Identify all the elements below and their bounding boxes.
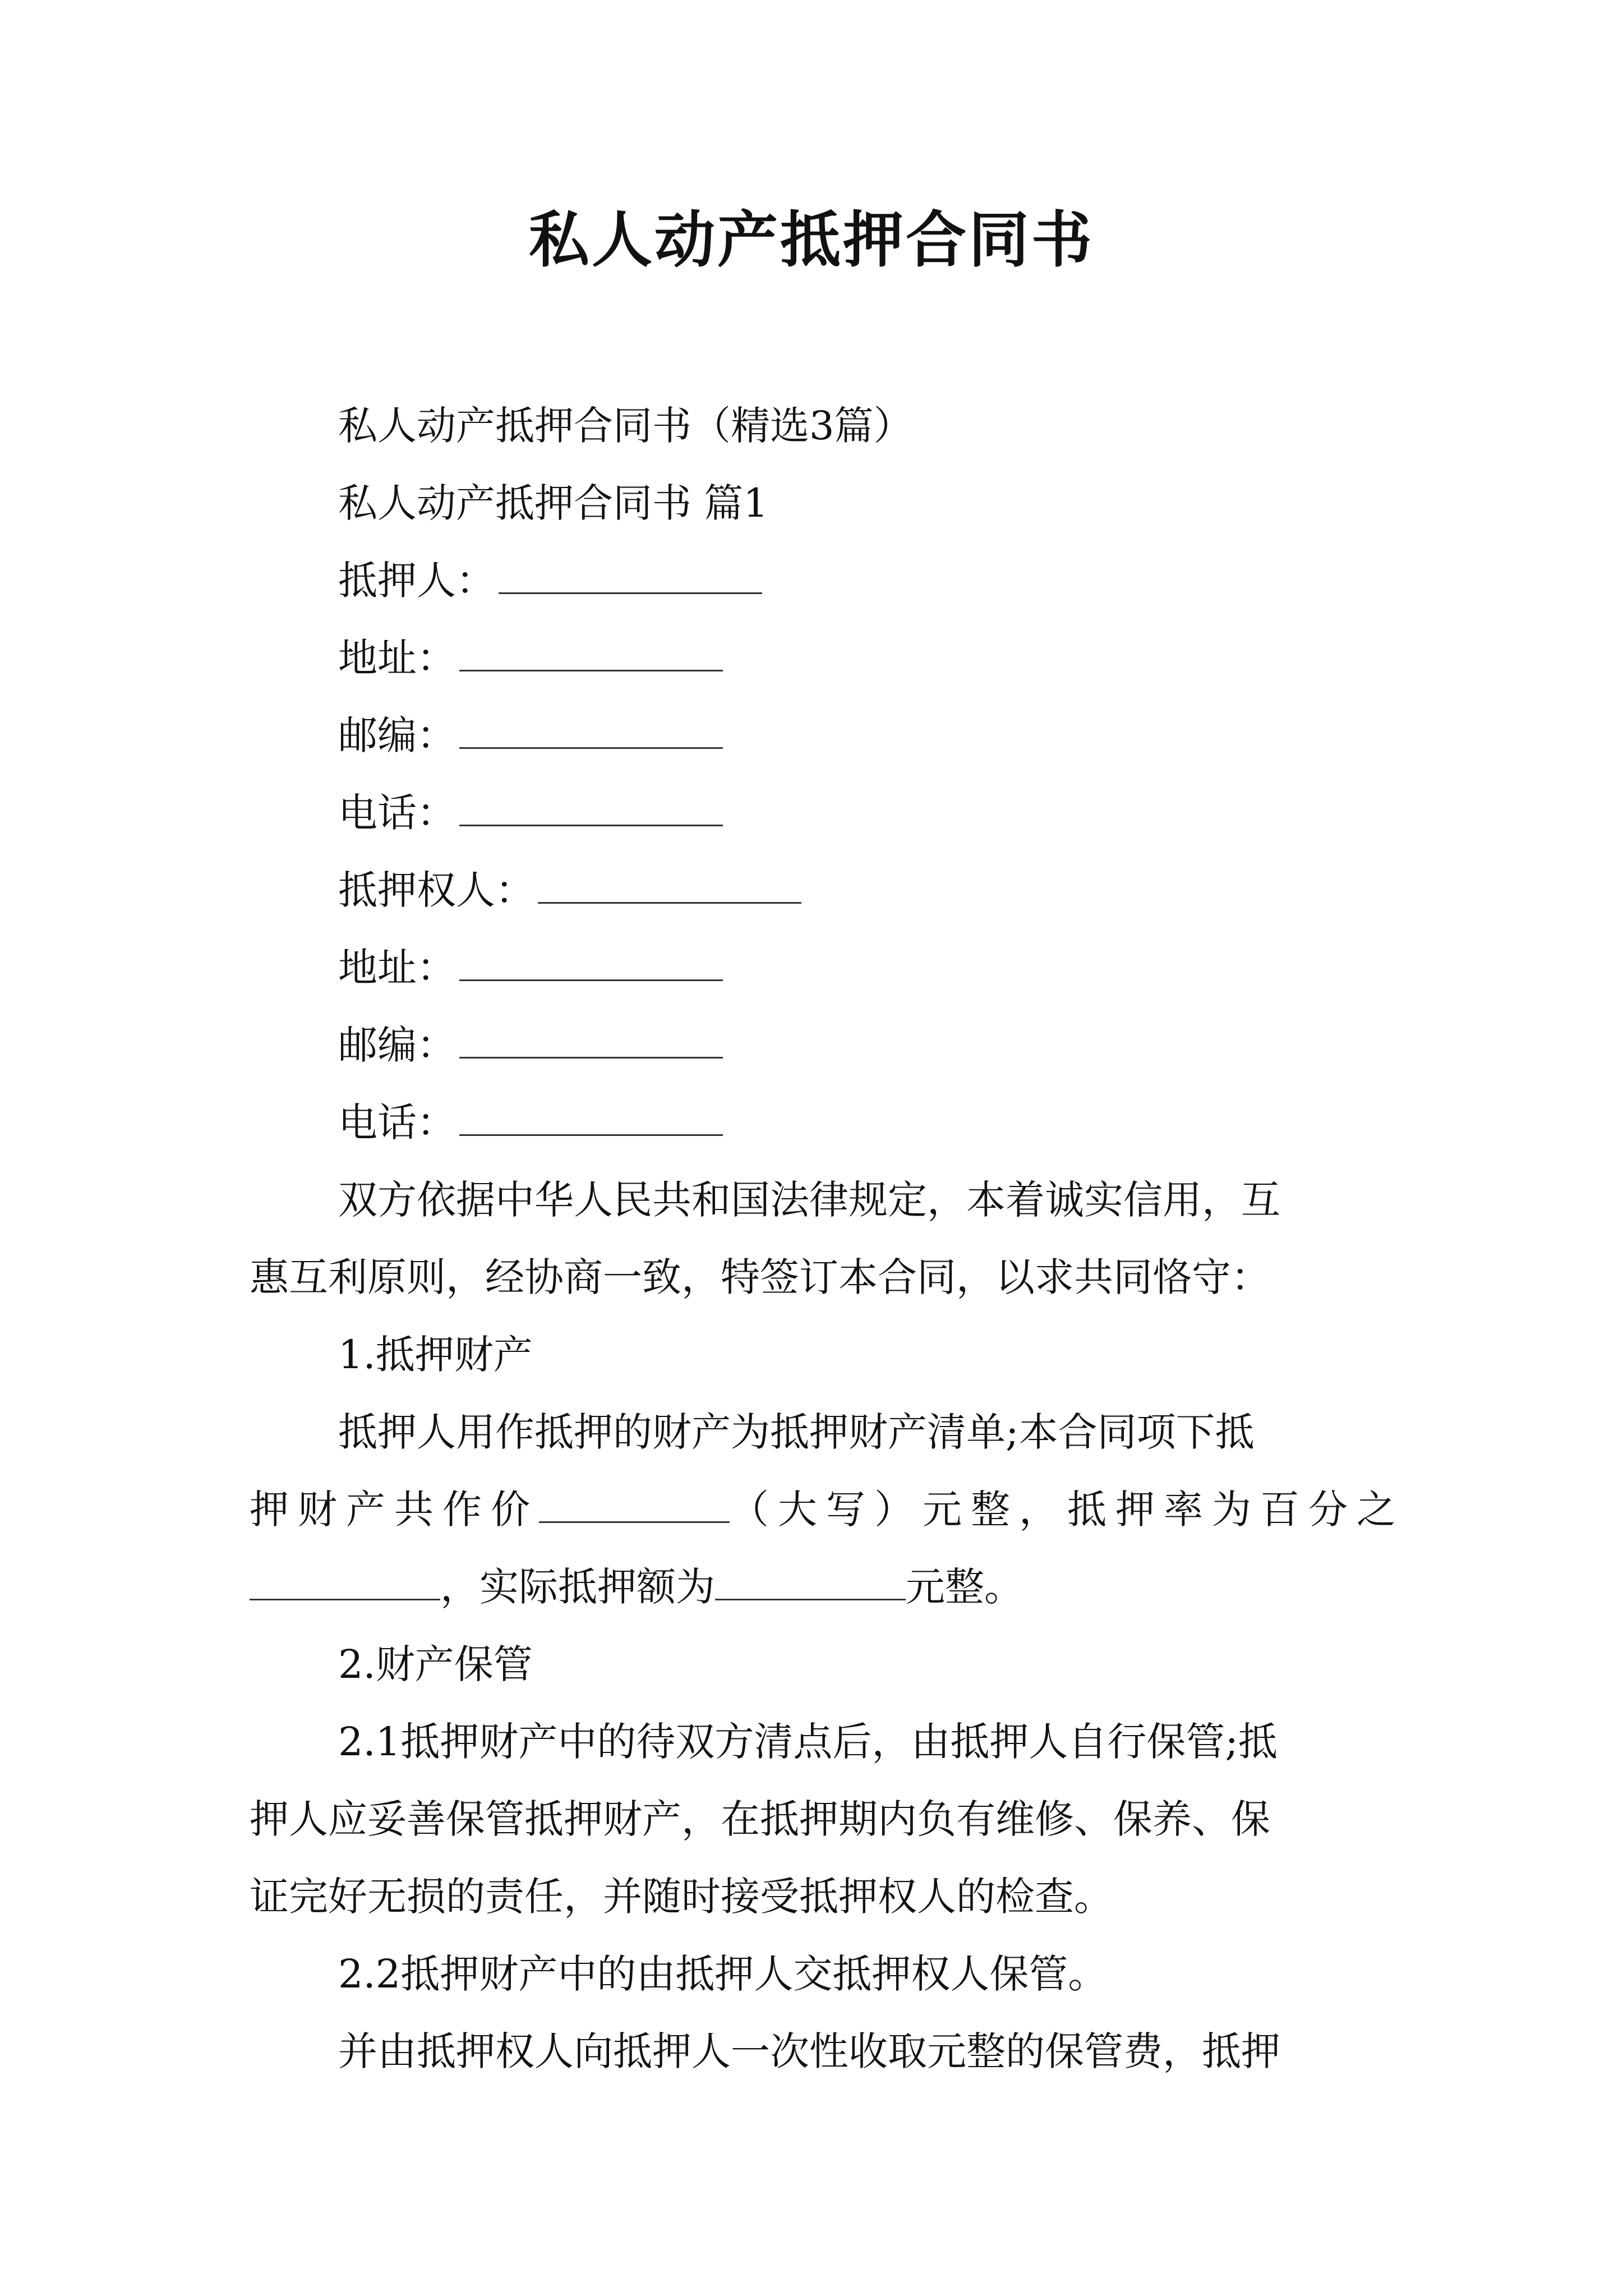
mortgagor-blank[interactable] (499, 561, 762, 594)
mortgagee-address-field: 地址： (250, 929, 1388, 1006)
mortgagee-blank[interactable] (538, 871, 801, 904)
clause-1-line-3: ，实际抵押额为 元整。 (250, 1548, 1388, 1626)
document-title: 私人动产抵押合同书 (528, 205, 1094, 275)
mortgage-amount-blank[interactable] (715, 1567, 906, 1600)
mortgagee-postcode-field: 邮编： (250, 1006, 1388, 1084)
mortgagor-phone-field: 电话： (250, 774, 1388, 852)
mortgagor-address-field: 地址： (250, 619, 1388, 697)
mortgagor-phone-blank[interactable] (459, 793, 723, 826)
clause-1-line-2: 押财产共作价 （大写）元整，抵押率为百分之 (250, 1487, 1405, 1533)
clause-2-1-line-2: 押人应妥善保管抵押财产，在抵押期内负有维修、保养、保 (250, 1796, 1270, 1842)
clause-1-line-1: 抵押人用作抵押的财产为抵押财产清单;本合同项下抵 (338, 1409, 1255, 1455)
mortgagee-phone-blank[interactable] (459, 1103, 723, 1136)
mortgagor-postcode-blank[interactable] (459, 716, 723, 749)
mortgagor-postcode-field: 邮编： (250, 697, 1388, 774)
property-value-blank[interactable] (539, 1490, 730, 1523)
clause-2-1-line-3: 证完好无损的责任，并随时接受抵押权人的检查。 (250, 1874, 1113, 1920)
clause-2-1-line-1: 2.1抵押财产中的待双方清点后，由抵押人自行保管;抵 (338, 1719, 1278, 1765)
preamble-line-1: 双方依据中华人民共和国法律规定，本着诚实信用，互 (338, 1177, 1280, 1223)
mortgage-rate-blank[interactable] (250, 1567, 440, 1600)
clause-2-2: 2.2抵押财产中的由抵押人交抵押权人保管。 (338, 1951, 1108, 1997)
mortgagee-phone-field: 电话： (250, 1084, 1388, 1161)
document-body (250, 387, 1405, 2090)
mortgagee-postcode-blank[interactable] (459, 1025, 723, 1059)
preamble-line-2: 惠互利原则，经协商一致，特签订本合同，以求共同恪守： (250, 1254, 1270, 1300)
mortgagee-address-blank[interactable] (459, 948, 723, 981)
mortgagee-field: 抵押权人： (250, 852, 1388, 929)
mortgagor-field: 抵押人： (250, 542, 1388, 619)
clause-1-heading: 1.抵押财产 (338, 1332, 533, 1378)
mortgagor-address-blank[interactable] (459, 638, 723, 671)
section-heading: 私人动产抵押合同书 篇1 (338, 480, 768, 526)
clause-2-3-line-1: 并由抵押权人向抵押人一次性收取元整的保管费，抵押 (338, 2028, 1280, 2074)
subtitle: 私人动产抵押合同书（精选3篇） (338, 403, 913, 449)
clause-2-heading: 2.财产保管 (338, 1641, 533, 1687)
